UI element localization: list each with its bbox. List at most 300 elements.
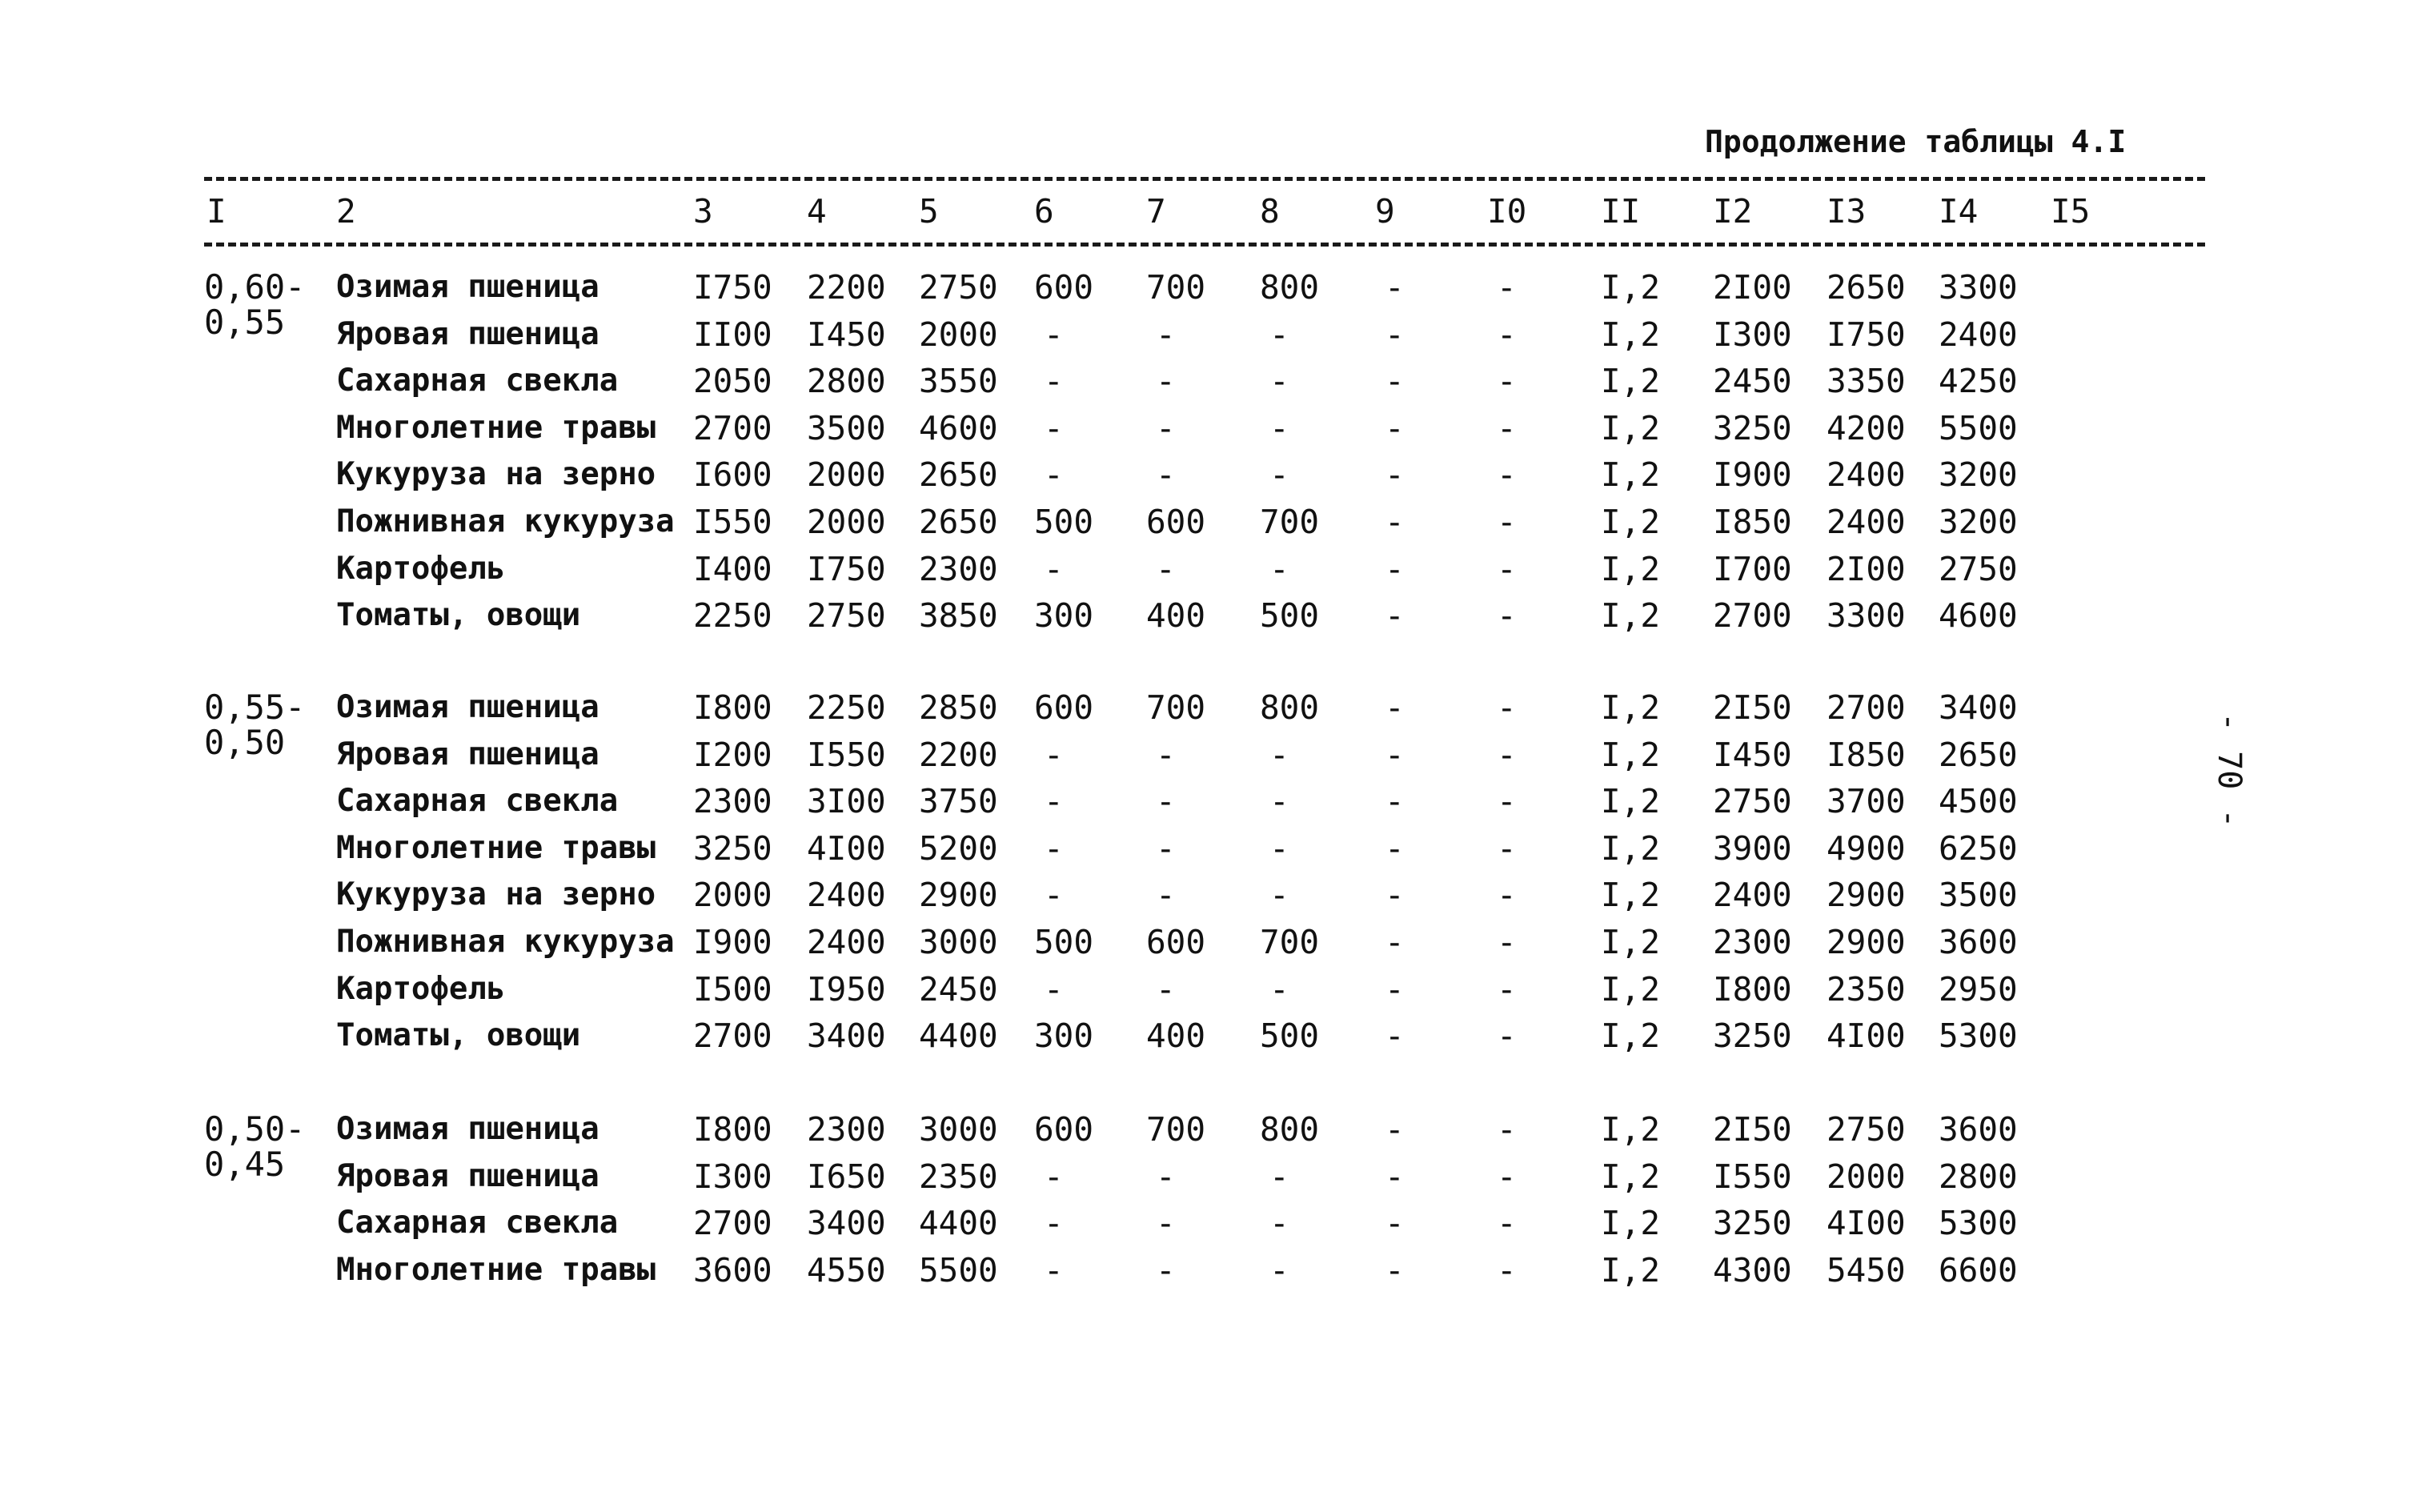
table-cell: - xyxy=(1156,1204,1176,1243)
table-cell: 2850 xyxy=(919,688,998,727)
table-cell: 800 xyxy=(1260,268,1320,307)
table-cell: 600 xyxy=(1146,503,1206,541)
table-cell: 3550 xyxy=(919,362,998,401)
table-cell: - xyxy=(1269,315,1289,354)
table-cell: - xyxy=(1385,1204,1405,1243)
table-row xyxy=(0,684,2410,731)
table-cell: - xyxy=(1156,315,1176,354)
crop-name: Многолетние травы xyxy=(336,409,656,446)
table-cell: 4400 xyxy=(919,1204,998,1243)
table-cell: - xyxy=(1044,782,1064,821)
table-cell: - xyxy=(1269,1157,1289,1196)
table-cell: I900 xyxy=(693,923,772,961)
column-header-4: 4 xyxy=(807,192,827,231)
table-cell: 5500 xyxy=(1939,408,2018,447)
range-label-line2: 0,50 xyxy=(204,723,286,762)
crop-name: Кукуруза на зерно xyxy=(336,876,656,913)
header-rule-bottom xyxy=(204,243,2205,247)
range-label-line2: 0,45 xyxy=(204,1145,286,1184)
table-cell: 3250 xyxy=(1713,1017,1792,1056)
crop-name: Яровая пшеница xyxy=(336,315,599,352)
table-cell: 2900 xyxy=(1827,876,1906,915)
table-cell: - xyxy=(1497,1157,1517,1196)
table-cell: - xyxy=(1044,362,1064,401)
table-cell: 4600 xyxy=(919,408,998,447)
table-cell: 6600 xyxy=(1939,1250,2018,1289)
column-header-9: 9 xyxy=(1375,192,1395,231)
table-cell: - xyxy=(1044,876,1064,915)
table-cell: 2000 xyxy=(807,503,886,541)
table-row xyxy=(0,1200,2410,1246)
table-cell: I550 xyxy=(1713,1157,1792,1196)
column-header-1: I xyxy=(207,192,227,231)
table-cell: I,2 xyxy=(1601,362,1661,401)
table-cell: I550 xyxy=(807,735,886,774)
table-row xyxy=(0,592,2410,639)
table-cell: 3700 xyxy=(1827,782,1906,821)
table-cell: 2750 xyxy=(1939,549,2018,588)
table-cell: 2450 xyxy=(1713,362,1792,401)
table-cell: I500 xyxy=(693,969,772,1009)
table-cell: - xyxy=(1497,1110,1517,1149)
column-header-13: I3 xyxy=(1827,192,1867,231)
table-row xyxy=(0,872,2410,918)
crop-name: Озимая пшеница xyxy=(336,269,599,305)
table-cell: 2450 xyxy=(919,969,998,1009)
table-cell: I550 xyxy=(693,503,772,541)
table-cell: 800 xyxy=(1260,1110,1320,1149)
table-cell: 2350 xyxy=(1827,969,1906,1009)
table-cell: 3500 xyxy=(1939,876,2018,915)
table-cell: I600 xyxy=(693,455,772,495)
column-header-5: 5 xyxy=(919,192,939,231)
table-cell: 2I50 xyxy=(1713,1110,1792,1149)
table-cell: 2400 xyxy=(1827,455,1906,495)
table-cell: - xyxy=(1385,688,1405,727)
table-cell: - xyxy=(1497,362,1517,401)
table-cell: I,2 xyxy=(1601,735,1661,774)
table-cell: 2700 xyxy=(1713,596,1792,636)
table-cell: I650 xyxy=(807,1157,886,1196)
table-row xyxy=(0,311,2410,358)
table-row xyxy=(0,1247,2410,1293)
table-cell: I950 xyxy=(807,969,886,1009)
table-cell: 4550 xyxy=(807,1250,886,1289)
table-cell: 5450 xyxy=(1827,1250,1906,1289)
table-cell: - xyxy=(1385,408,1405,447)
table-cell: - xyxy=(1497,1204,1517,1243)
table-cell: 500 xyxy=(1260,596,1320,636)
table-cell: 4I00 xyxy=(1827,1204,1906,1243)
table-cell: 4400 xyxy=(919,1017,998,1056)
table-cell: 5300 xyxy=(1939,1017,2018,1056)
range-label-line1: 0,55- xyxy=(204,688,306,727)
table-cell: 3750 xyxy=(919,782,998,821)
table-cell: - xyxy=(1497,1250,1517,1289)
table-cell: 600 xyxy=(1034,268,1094,307)
table-cell: 3600 xyxy=(1939,1110,2018,1149)
table-cell: 2700 xyxy=(693,408,772,447)
table-cell: 2350 xyxy=(919,1157,998,1196)
table-cell: I200 xyxy=(693,735,772,774)
table-cell: I,2 xyxy=(1601,1204,1661,1243)
table-cell: 2750 xyxy=(1713,782,1792,821)
table-cell: - xyxy=(1497,1017,1517,1056)
table-cell: I850 xyxy=(1713,503,1792,541)
table-cell: - xyxy=(1385,315,1405,354)
table-cell: 3600 xyxy=(693,1250,772,1289)
table-cell: - xyxy=(1497,782,1517,821)
table-cell: - xyxy=(1385,782,1405,821)
table-cell: I700 xyxy=(1713,549,1792,588)
table-cell: 3200 xyxy=(1939,503,2018,541)
table-cell: 2300 xyxy=(1713,923,1792,961)
table-cell: 700 xyxy=(1146,688,1206,727)
crop-name: Пожнивная кукуруза xyxy=(336,924,675,960)
table-cell: 2700 xyxy=(693,1017,772,1056)
table-row xyxy=(0,825,2410,872)
table-cell: 3400 xyxy=(807,1204,886,1243)
table-cell: 2250 xyxy=(807,688,886,727)
table-cell: 3400 xyxy=(1939,688,2018,727)
table-cell: 2650 xyxy=(1939,735,2018,774)
table-cell: - xyxy=(1497,876,1517,915)
table-cell: I,2 xyxy=(1601,828,1661,868)
table-cell: - xyxy=(1497,969,1517,1009)
table-cell: 2200 xyxy=(919,735,998,774)
table-cell: 600 xyxy=(1034,688,1094,727)
column-header-2: 2 xyxy=(336,192,356,231)
table-cell: 3250 xyxy=(1713,408,1792,447)
table-cell: - xyxy=(1269,782,1289,821)
table-cell: - xyxy=(1156,1250,1176,1289)
table-cell: - xyxy=(1156,455,1176,495)
table-cell: 2000 xyxy=(807,455,886,495)
table-row xyxy=(0,1106,2410,1153)
table-cell: - xyxy=(1497,735,1517,774)
crop-name: Сахарная свекла xyxy=(336,363,619,399)
table-cell: 4I00 xyxy=(807,828,886,868)
table-cell: - xyxy=(1269,735,1289,774)
table-cell: - xyxy=(1385,455,1405,495)
table-cell: 400 xyxy=(1146,1017,1206,1056)
table-cell: I,2 xyxy=(1601,408,1661,447)
table-cell: 3400 xyxy=(807,1017,886,1056)
page-number: - 70 - xyxy=(2211,712,2248,828)
crop-name: Кукуруза на зерно xyxy=(336,456,656,493)
column-header-6: 6 xyxy=(1034,192,1054,231)
table-cell: I800 xyxy=(1713,969,1792,1009)
table-cell: - xyxy=(1385,268,1405,307)
table-cell: 6250 xyxy=(1939,828,2018,868)
table-cell: 2400 xyxy=(807,876,886,915)
table-cell: - xyxy=(1269,1204,1289,1243)
crop-name: Картофель xyxy=(336,550,506,587)
table-cell: I450 xyxy=(1713,735,1792,774)
table-row xyxy=(0,264,2410,311)
table-cell: - xyxy=(1497,455,1517,495)
crop-name: Сахарная свекла xyxy=(336,1205,619,1241)
crop-name: Томаты, овощи xyxy=(336,597,581,634)
table-cell: I,2 xyxy=(1601,1110,1661,1149)
table-cell: 2000 xyxy=(919,315,998,354)
table-cell: - xyxy=(1044,969,1064,1009)
table-cell: 5300 xyxy=(1939,1204,2018,1243)
table-cell: 300 xyxy=(1034,596,1094,636)
table-cell: - xyxy=(1156,549,1176,588)
table-cell: 3250 xyxy=(693,828,772,868)
table-cell: II00 xyxy=(693,315,772,354)
table-cell: - xyxy=(1156,408,1176,447)
table-cell: - xyxy=(1044,408,1064,447)
table-row xyxy=(0,966,2410,1013)
table-cell: I,2 xyxy=(1601,268,1661,307)
table-cell: 2250 xyxy=(693,596,772,636)
table-cell: - xyxy=(1269,455,1289,495)
table-cell: 2700 xyxy=(693,1204,772,1243)
table-row xyxy=(0,1013,2410,1059)
table-cell: I750 xyxy=(1827,315,1906,354)
table-cell: 700 xyxy=(1260,503,1320,541)
table-cell: 3900 xyxy=(1713,828,1792,868)
table-row xyxy=(0,732,2410,778)
table-cell: 2200 xyxy=(807,268,886,307)
column-header-8: 8 xyxy=(1260,192,1280,231)
table-cell: - xyxy=(1269,549,1289,588)
table-cell: I,2 xyxy=(1601,1157,1661,1196)
table-cell: 3250 xyxy=(1713,1204,1792,1243)
table-cell: 2800 xyxy=(1939,1157,2018,1196)
table-caption: Продолжение таблицы 4.I xyxy=(1705,124,2127,159)
table-cell: - xyxy=(1156,735,1176,774)
table-cell: - xyxy=(1044,1250,1064,1289)
table-cell: 2750 xyxy=(1827,1110,1906,1149)
table-cell: 4300 xyxy=(1713,1250,1792,1289)
table-cell: I,2 xyxy=(1601,503,1661,541)
crop-name: Томаты, овощи xyxy=(336,1017,581,1054)
table-cell: 2650 xyxy=(919,503,998,541)
table-cell: 3350 xyxy=(1827,362,1906,401)
table-cell: I750 xyxy=(807,549,886,588)
table-cell: I,2 xyxy=(1601,455,1661,495)
table-cell: - xyxy=(1044,1157,1064,1196)
table-cell: I300 xyxy=(1713,315,1792,354)
table-cell: 2650 xyxy=(919,455,998,495)
table-cell: - xyxy=(1044,828,1064,868)
range-label-line2: 0,55 xyxy=(204,303,286,342)
table-cell: 2900 xyxy=(1827,923,1906,961)
column-header-15: I5 xyxy=(2051,192,2091,231)
column-header-3: 3 xyxy=(693,192,713,231)
table-cell: I750 xyxy=(693,268,772,307)
table-cell: 2650 xyxy=(1827,268,1906,307)
table-cell: - xyxy=(1497,315,1517,354)
table-cell: I450 xyxy=(807,315,886,354)
crop-name: Сахарная свекла xyxy=(336,783,619,820)
table-row xyxy=(0,546,2410,592)
table-cell: I,2 xyxy=(1601,923,1661,961)
table-cell: - xyxy=(1269,1250,1289,1289)
column-header-12: I2 xyxy=(1713,192,1753,231)
table-row xyxy=(0,358,2410,404)
table-cell: I,2 xyxy=(1601,1017,1661,1056)
range-label-line1: 0,50- xyxy=(204,1109,306,1149)
table-cell: - xyxy=(1156,782,1176,821)
table-cell: 2I00 xyxy=(1713,268,1792,307)
table-cell: I,2 xyxy=(1601,969,1661,1009)
table-row xyxy=(0,405,2410,451)
table-cell: - xyxy=(1497,688,1517,727)
table-cell: 3I00 xyxy=(807,782,886,821)
table-cell: 2000 xyxy=(1827,1157,1906,1196)
table-cell: 3600 xyxy=(1939,923,2018,961)
table-cell: - xyxy=(1156,828,1176,868)
table-cell: I,2 xyxy=(1601,876,1661,915)
table-cell: - xyxy=(1269,362,1289,401)
table-cell: - xyxy=(1156,876,1176,915)
table-cell: 5200 xyxy=(919,828,998,868)
table-cell: 2050 xyxy=(693,362,772,401)
table-cell: 3500 xyxy=(807,408,886,447)
table-cell: - xyxy=(1385,876,1405,915)
crop-name: Яровая пшеница xyxy=(336,1157,599,1194)
crop-name: Озимая пшеница xyxy=(336,1111,599,1147)
table-cell: - xyxy=(1156,969,1176,1009)
column-header-7: 7 xyxy=(1146,192,1166,231)
table-row xyxy=(0,1153,2410,1200)
table-cell: 2I50 xyxy=(1713,688,1792,727)
table-cell: 2400 xyxy=(1939,315,2018,354)
table-cell: 4250 xyxy=(1939,362,2018,401)
table-cell: - xyxy=(1385,1250,1405,1289)
table-cell: I,2 xyxy=(1601,315,1661,354)
table-cell: 2400 xyxy=(1827,503,1906,541)
table-cell: - xyxy=(1385,735,1405,774)
table-cell: I300 xyxy=(693,1157,772,1196)
table-row xyxy=(0,919,2410,965)
table-cell: - xyxy=(1385,549,1405,588)
table-cell: - xyxy=(1156,362,1176,401)
table-cell: - xyxy=(1497,503,1517,541)
table-cell: 2900 xyxy=(919,876,998,915)
table-cell: 3850 xyxy=(919,596,998,636)
table-cell: - xyxy=(1385,1017,1405,1056)
crop-name: Многолетние травы xyxy=(336,1251,656,1288)
table-cell: - xyxy=(1044,1204,1064,1243)
range-label-line1: 0,60- xyxy=(204,267,306,307)
table-cell: 2400 xyxy=(1713,876,1792,915)
table-header xyxy=(0,188,2410,236)
table-cell: I800 xyxy=(693,688,772,727)
table-cell: - xyxy=(1497,549,1517,588)
table-row xyxy=(0,499,2410,545)
table-cell: 2000 xyxy=(693,876,772,915)
table-row xyxy=(0,778,2410,824)
table-cell: 4I00 xyxy=(1827,1017,1906,1056)
table-cell: I,2 xyxy=(1601,596,1661,636)
table-cell: - xyxy=(1497,408,1517,447)
table-cell: 3200 xyxy=(1939,455,2018,495)
table-cell: 700 xyxy=(1260,923,1320,961)
crop-name: Озимая пшеница xyxy=(336,689,599,725)
header-rule-top xyxy=(204,177,2205,181)
table-cell: I400 xyxy=(693,549,772,588)
table-cell: - xyxy=(1385,362,1405,401)
table-cell: 4200 xyxy=(1827,408,1906,447)
table-cell: 5500 xyxy=(919,1250,998,1289)
table-cell: 2950 xyxy=(1939,969,2018,1009)
table-cell: 2I00 xyxy=(1827,549,1906,588)
table-cell: 4600 xyxy=(1939,596,2018,636)
table-cell: - xyxy=(1044,735,1064,774)
table-cell: I850 xyxy=(1827,735,1906,774)
table-cell: I,2 xyxy=(1601,782,1661,821)
table-cell: 4500 xyxy=(1939,782,2018,821)
crop-name: Многолетние травы xyxy=(336,829,656,866)
table-cell: I,2 xyxy=(1601,1250,1661,1289)
table-cell: 500 xyxy=(1034,503,1094,541)
table-cell: 500 xyxy=(1260,1017,1320,1056)
table-cell: - xyxy=(1497,268,1517,307)
table-cell: 2750 xyxy=(919,268,998,307)
column-header-10: I0 xyxy=(1487,192,1527,231)
column-header-14: I4 xyxy=(1939,192,1979,231)
table-cell: 2300 xyxy=(693,782,772,821)
table-cell: 3300 xyxy=(1827,596,1906,636)
table-cell: 400 xyxy=(1146,596,1206,636)
table-cell: - xyxy=(1385,503,1405,541)
table-cell: 800 xyxy=(1260,688,1320,727)
table-cell: 2400 xyxy=(807,923,886,961)
table-cell: - xyxy=(1385,596,1405,636)
crop-name: Пожнивная кукуруза xyxy=(336,503,675,539)
table-cell: - xyxy=(1497,923,1517,961)
table-cell: - xyxy=(1269,969,1289,1009)
table-row xyxy=(0,451,2410,498)
table-cell: 2300 xyxy=(919,549,998,588)
table-cell: - xyxy=(1385,1157,1405,1196)
table-cell: 3000 xyxy=(919,1110,998,1149)
table-cell: 300 xyxy=(1034,1017,1094,1056)
table-cell: 600 xyxy=(1034,1110,1094,1149)
table-cell: 2700 xyxy=(1827,688,1906,727)
table-cell: - xyxy=(1497,828,1517,868)
table-cell: - xyxy=(1385,1110,1405,1149)
table-cell: I,2 xyxy=(1601,549,1661,588)
table-cell: - xyxy=(1385,923,1405,961)
table-cell: 2750 xyxy=(807,596,886,636)
table-cell: - xyxy=(1269,408,1289,447)
table-cell: 700 xyxy=(1146,268,1206,307)
table-cell: I,2 xyxy=(1601,688,1661,727)
table-cell: 3300 xyxy=(1939,268,2018,307)
table-cell: 700 xyxy=(1146,1110,1206,1149)
crop-name: Яровая пшеница xyxy=(336,736,599,772)
column-header-11: II xyxy=(1601,192,1641,231)
table-cell: - xyxy=(1269,828,1289,868)
table-cell: I800 xyxy=(693,1110,772,1149)
table-cell: - xyxy=(1497,596,1517,636)
table-cell: 2300 xyxy=(807,1110,886,1149)
table-cell: - xyxy=(1044,549,1064,588)
crop-name: Картофель xyxy=(336,970,506,1007)
table-cell: 2800 xyxy=(807,362,886,401)
table-cell: - xyxy=(1385,969,1405,1009)
table-cell: - xyxy=(1156,1157,1176,1196)
table-cell: 600 xyxy=(1146,923,1206,961)
table-cell: 3000 xyxy=(919,923,998,961)
table-cell: - xyxy=(1385,828,1405,868)
